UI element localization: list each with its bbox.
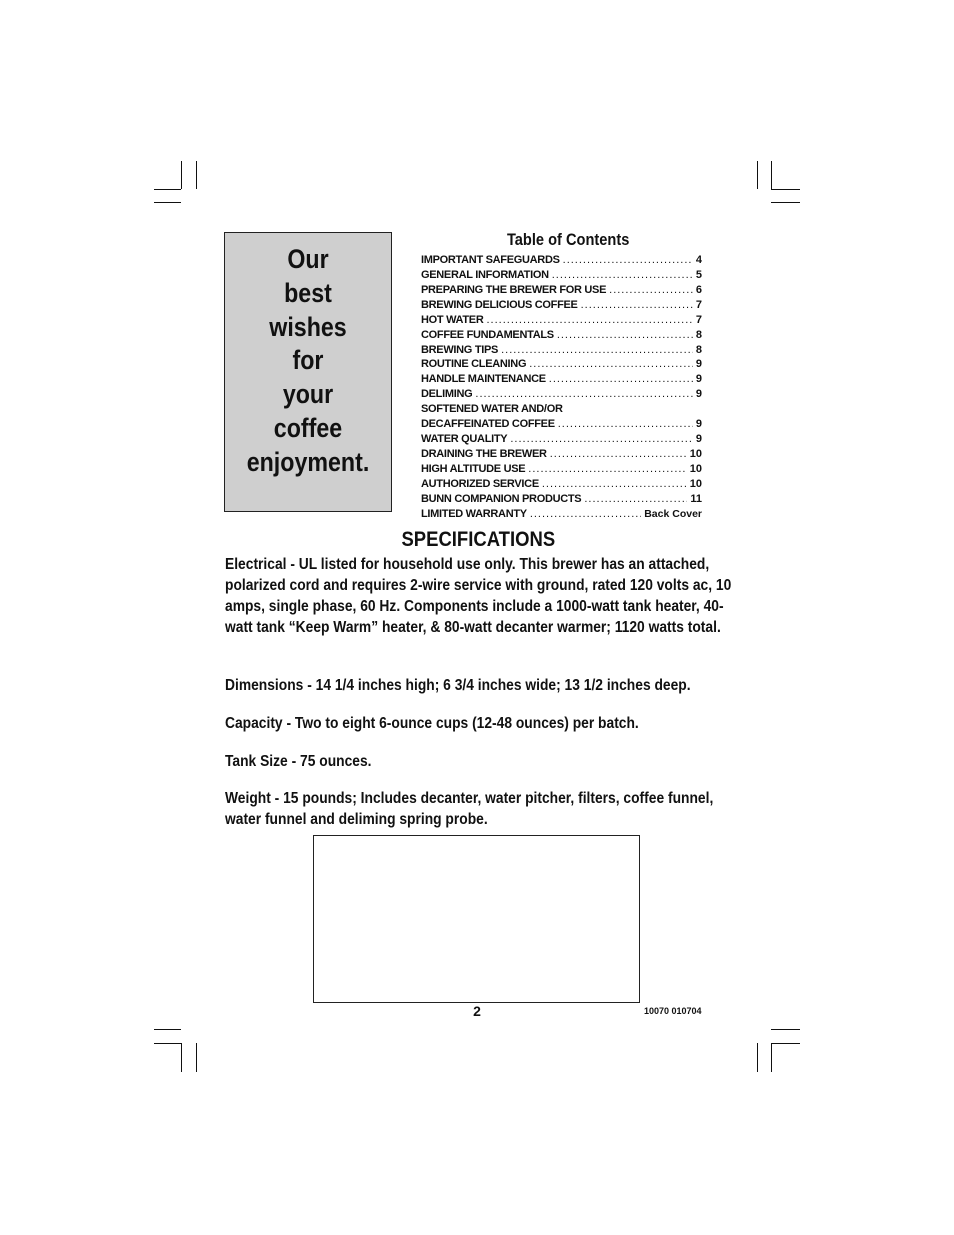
crop-mark bbox=[196, 161, 197, 189]
best-wishes-line: Our bbox=[287, 244, 329, 274]
toc-entry: IMPORTANT SAFEGUARDS ..... 4 bbox=[421, 253, 702, 268]
spec-tank-size: Tank Size - 75 ounces. bbox=[225, 753, 372, 770]
crop-mark bbox=[771, 202, 800, 203]
toc-entry: LIMITED WARRANTY ..... Back Cover bbox=[421, 507, 702, 522]
blank-frame bbox=[313, 835, 640, 1003]
crop-mark bbox=[154, 202, 181, 203]
crop-mark bbox=[181, 161, 182, 189]
crop-mark bbox=[181, 1043, 182, 1072]
toc-entry: HANDLE MAINTENANCE ..... 9 bbox=[421, 372, 702, 387]
crop-mark bbox=[154, 1043, 181, 1044]
toc-entry: BREWING DELICIOUS COFFEE ..... 7 bbox=[421, 298, 702, 313]
spec-electrical: Electrical - UL listed for household use only. This brewer has an attached, polarized cord and requires 2-wire service with ground, rated 120 volts ac, 10 amps, single phase, 60 Hz. Components include a 1000-watt tank heater, 40-watt tank “Keep Warm” heater, & 80-watt decanter warmer; 1120 watts total. bbox=[225, 556, 732, 636]
document-code: 10070 010704 bbox=[644, 1006, 702, 1016]
spec-dimensions: Dimensions - 14 1/4 inches high; 6 3/4 inches wide; 13 1/2 inches deep. bbox=[225, 677, 691, 694]
crop-mark bbox=[771, 1043, 772, 1072]
toc-entry: WATER QUALITY ..... 9 bbox=[421, 432, 702, 447]
best-wishes-line: best bbox=[284, 277, 332, 308]
best-wishes-text bbox=[237, 243, 380, 480]
toc-entry: DRAINING THE BREWER ..... 10 bbox=[421, 447, 702, 462]
crop-mark bbox=[771, 1029, 800, 1030]
toc-entry: AUTHORIZED SERVICE ..... 10 bbox=[421, 477, 702, 492]
toc-entry: BREWING TIPS ..... 8 bbox=[421, 343, 702, 358]
toc-entry: HOT WATER ..... 7 bbox=[421, 313, 702, 328]
best-wishes-line: coffee bbox=[273, 412, 343, 443]
toc-entry: DECAFFEINATED COFFEE ..... 9 bbox=[421, 417, 702, 432]
toc-entry: PREPARING THE BREWER FOR USE ..... 6 bbox=[421, 283, 702, 298]
crop-mark bbox=[757, 1043, 758, 1072]
crop-mark bbox=[196, 1043, 197, 1072]
spec-capacity: Capacity - Two to eight 6-ounce cups (12-48 ounces) per batch. bbox=[225, 715, 639, 732]
crop-mark bbox=[771, 1043, 800, 1044]
toc-title: Table of Contents bbox=[506, 230, 630, 249]
toc-entry: COFFEE FUNDAMENTALS ..... 8 bbox=[421, 328, 702, 343]
specifications-heading: SPECIFICATIONS bbox=[401, 528, 555, 551]
crop-mark bbox=[757, 161, 758, 189]
crop-mark bbox=[771, 161, 772, 189]
best-wishes-line: for bbox=[292, 345, 324, 376]
toc-entry: DELIMING ..... 9 bbox=[421, 387, 702, 402]
toc-entry: GENERAL INFORMATION ..... 5 bbox=[421, 268, 702, 283]
toc-list bbox=[421, 253, 702, 522]
best-wishes-box bbox=[224, 232, 392, 512]
crop-mark bbox=[154, 1029, 181, 1030]
toc-entry: BUNN COMPANION PRODUCTS ..... 11 bbox=[421, 492, 702, 507]
spec-weight: Weight - 15 pounds; Includes decanter, water pitcher, filters, coffee funnel, water funnel and deliming spring probe. bbox=[225, 790, 714, 828]
page-number: 2 bbox=[473, 1003, 481, 1019]
crop-mark bbox=[771, 189, 800, 190]
toc-entry: ROUTINE CLEANING ..... 9 bbox=[421, 357, 702, 372]
best-wishes-line: enjoyment. bbox=[246, 446, 370, 477]
crop-mark bbox=[154, 189, 181, 190]
best-wishes-line: wishes bbox=[269, 311, 347, 342]
best-wishes-line: your bbox=[282, 379, 334, 410]
toc-entry: HIGH ALTITUDE USE ..... 10 bbox=[421, 462, 702, 477]
toc-entry: SOFTENED WATER AND/OR bbox=[421, 403, 563, 416]
